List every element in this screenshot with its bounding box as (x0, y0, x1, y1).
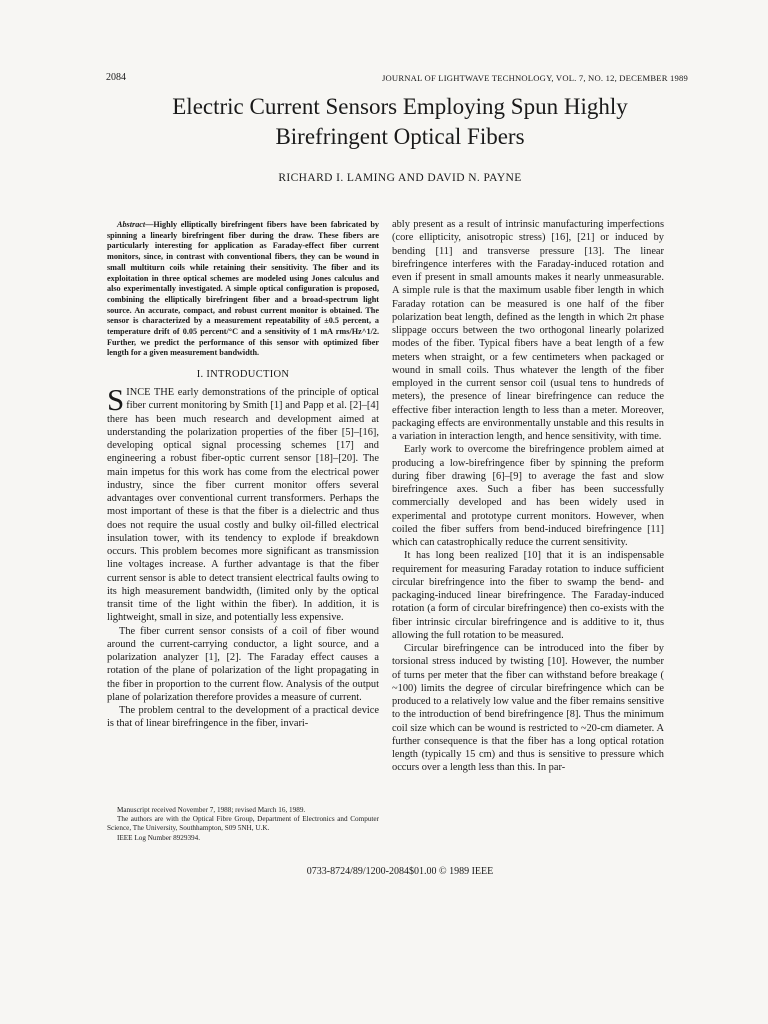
right-paragraph-2: Early work to overcome the birefringence problem aimed at producing a low-birefringence fiber by spinning the preform during fiber drawing [6]–[9] to average the fast and slow birefringence axes. Such a fiber has been successfully commercially developed and has been widely used in experimental and prototype current monitors. However, when coiled the fiber suffers from bend-induced birefringence [11] which can catastrophically reduce the current sensitivity. (392, 444, 664, 548)
right-paragraph-4: Circular birefringence can be introduced into the fiber by torsional stress induced by twisting [10]. However, the number of turns per meter that the fiber can withstand before breakage ( ~100) limits the degree of circular birefringence which can be produced to a relatively low value and the fiber remains sensitive to the introduction of bend birefringence [8]. Thus the minimum coil size which can be wound is restricted to ~20-cm diameter. A further consequence is that the fiber has a long optical rotation length (typically 15 cm) and thus is sensitive to pressure which occurs over a length less than this. In par- (392, 643, 664, 774)
page-number: 2084 (106, 72, 126, 83)
intro-paragraph-2: The fiber current sensor consists of a coil of fiber wound around the current-carrying conductor, a light source, and a polarization analyzer [1], [2]. The Faraday effect causes a rotation of the plane of polarization of the light propagating in the fiber in proportion to the current flow. Analysis of the output plane of polarization therefore provides a measure of current. (107, 625, 379, 703)
running-head: JOURNAL OF LIGHTWAVE TECHNOLOGY, VOL. 7, NO. 12, DECEMBER 1989 (381, 73, 688, 83)
abstract-label: Abstract (117, 220, 146, 229)
footnote-received: Manuscript received November 7, 1988; revised March 16, 1989. (117, 806, 306, 814)
title-line-1: Electric Current Sensors Employing Spun Highly (172, 94, 628, 119)
authors: RICHARD I. LAMING AND DAVID N. PAYNE (278, 172, 522, 184)
right-column (392, 218, 664, 775)
intro-paragraph-1 (107, 382, 379, 625)
left-column (107, 220, 379, 731)
abstract-text: —Highly elliptically birefringent fibers have been fabricated by spinning a linearly birefringent fiber during the draw. These fibers are particularly interesting for application as Faraday-effect fiber current monitors, since, in contrast with conventional fibers, they can be wound in small multiturn coils while retaining their sensitivity. The fiber and its exploitation in three optical schemes are modeled using Jones calculus and also experimentally investigated. A simple optical configuration is proposed, combining the elliptically birefringent fiber and a broad-spectrum light source. An accurate, compact, and robust current monitor is obtained. The sensor is characterized by a measurement repeatability of ±0.5 percent, a temperature drift of 0.05 percent/°C and a sensitivity of 1 mA rms/Hz^1/2. Further, we predict the performance of this sensor with optimized fiber length for a given measurement bandwidth. (107, 220, 379, 358)
right-paragraph-3: It has long been realized [10] that it is an indispensable requirement for measuring Faraday rotation to induce sufficient circular birefringence into the fiber to swamp the bend- and packaging-induced linear birefringence. The Faraday-induced rotation (a form of circular birefringence) then co-exists with the fiber intrinsic circular birefringence and is additive to it, thus allowing the full rotation to be measured. (392, 550, 664, 641)
section-heading-introduction: I. INTRODUCTION (196, 369, 290, 381)
paper-title (60, 92, 740, 152)
title-line-2: Birefringent Optical Fibers (275, 124, 525, 149)
intro-paragraph-3: The problem central to the development of a practical device is that of linear birefringence in the fiber, invari- (107, 705, 379, 730)
drop-cap: S (107, 382, 125, 418)
copyright-line: 0733-8724/89/1200-2084$01.00 © 1989 IEEE (306, 866, 494, 877)
abstract (107, 220, 379, 359)
footnote-log: IEEE Log Number 8929394. (117, 833, 201, 842)
footnote-affiliation: The authors are with the Optical Fibre Group, Department of Electronics and Computer Science, The University, Southhampton, S09 5NH, U.K. (107, 815, 379, 833)
footnotes (107, 806, 379, 843)
intro-paragraph-1-text: INCE THE early demonstrations of the principle of optical fiber current monitoring by Smith [1] and Papp et al. [2]–[4] there has been much research and development aimed at understanding the polarization properties of the fiber [5]–[16], developing optical signal processing schemes [17] and engineering a robust fiber-optic current sensor [18]–[20]. The main impetus for this work has come from the electrical power industry, since the fiber current monitor offers several advantages over conventional current transformers. Perhaps the most important of these is that the fiber is a dielectric and thus does not require the usual costly and bulky oil-filled electrical insulation tower, with its tendency to explode if breakdown occurs. This problem becomes more significant as transmission line voltages increase. A further advantage is that the fiber current sensor is able to detect transient electrical faults owing to its high measurement bandwidth, (limited only by the optical transit time of the light within the fiber). In addition, it is lightweight, small in size, and potentially less expensive. (107, 387, 379, 624)
right-paragraph-1: ably present as a result of intrinsic manufacturing imperfections (core ellipticity, anisotropic stress) [16], [21] or induced by bending [11] and transverse pressure [13]. The linear birefringence interferes with the Faraday-induced rotation and even if present in small amounts makes it nearly unmeasurable. A simple rule is that the maximum usable fiber length in which Faraday rotation can be measured is one half of the fiber polarization beat length, defined as the length in which 2π phase slippage occurs between the two orthogonal linearly polarized modes of the fiber. Typical fibers have a beat length of a few meters when straight, or a few centimeters when packaged or wound in small coils. Thus whatever the length of the fiber employed in the current sensor coil (usual tens to hundreds of meters), the presence of linear birefringence can reduce the effective fiber interaction length to less than a meter. Moreover, packaging effects are environmentally unstable and this results in a variation in interaction length, and hence sensitivity, with time. (392, 219, 664, 442)
